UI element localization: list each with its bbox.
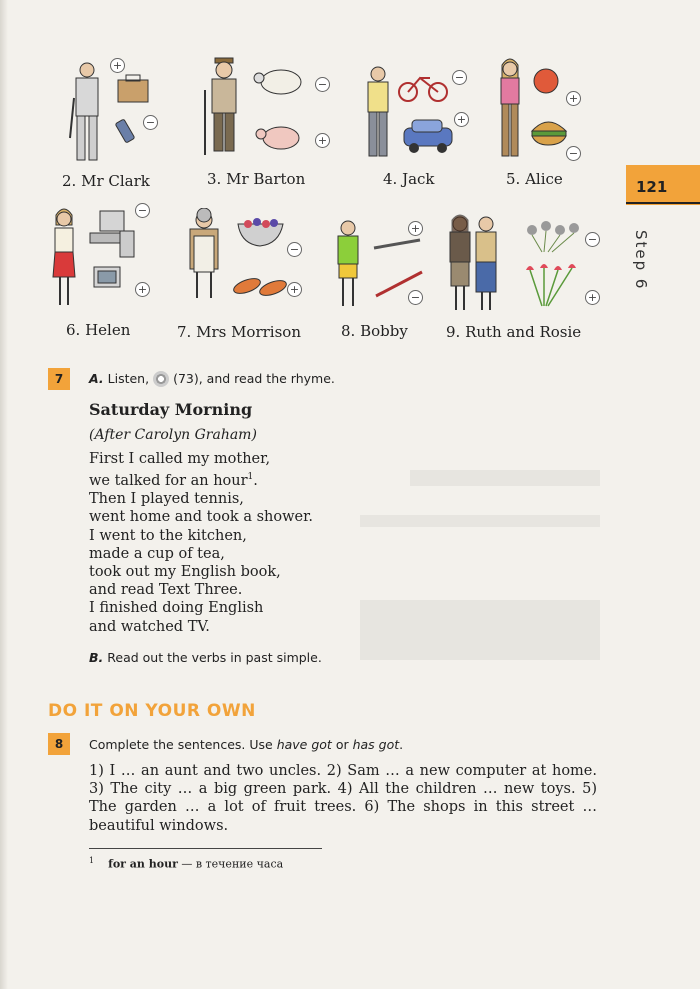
footnote-rule bbox=[89, 848, 322, 849]
poem-line: made a cup of tea, bbox=[89, 545, 225, 562]
caption-bobby: 8. Bobby bbox=[341, 322, 408, 340]
minus-mark: − bbox=[452, 70, 467, 85]
part-a-track: (73), and read the rhyme. bbox=[173, 371, 335, 386]
minus-mark: − bbox=[287, 242, 302, 257]
ruth-and-rosie-illustration bbox=[444, 212, 604, 316]
caption-jack: 4. Jack bbox=[383, 170, 435, 188]
minus-mark: − bbox=[143, 115, 158, 130]
poem-line: took out my English book, bbox=[89, 564, 281, 581]
exercise-8-badge: 8 bbox=[48, 733, 70, 755]
mr-clark-illustration bbox=[62, 58, 162, 168]
part-a-listen: Listen, bbox=[107, 371, 150, 386]
jack-illustration bbox=[358, 62, 463, 164]
part-b-prefix: B. bbox=[89, 650, 104, 665]
instruction-or: or bbox=[331, 737, 353, 752]
footnote-translation: — в течение часа bbox=[181, 857, 284, 871]
caption-mr-barton: 3. Mr Barton bbox=[207, 170, 306, 188]
minus-mark: − bbox=[408, 290, 423, 305]
footnote-number: 1 bbox=[89, 856, 95, 865]
plus-mark: + bbox=[287, 282, 302, 297]
exercise-7-instruction-b bbox=[89, 650, 322, 665]
plus-mark: + bbox=[566, 91, 581, 106]
poem-line-text: we talked for an hour bbox=[89, 473, 248, 490]
plus-mark: + bbox=[408, 221, 423, 236]
page-number: 121 bbox=[636, 178, 668, 196]
poem-title: Saturday Morning bbox=[89, 400, 253, 419]
option-have-got: have got bbox=[276, 737, 332, 752]
minus-mark: − bbox=[585, 232, 600, 247]
show-through-text bbox=[360, 600, 600, 660]
exercise-8-instruction bbox=[89, 737, 403, 752]
poem-line: I went to the kitchen, bbox=[89, 527, 247, 544]
caption-mr-clark: 2. Mr Clark bbox=[62, 172, 150, 190]
show-through-text bbox=[360, 515, 600, 527]
minus-mark: − bbox=[315, 77, 330, 92]
footnote-marker: 1 bbox=[247, 472, 254, 483]
exercise-7-instruction-a bbox=[89, 371, 335, 387]
section-heading: DO IT ON YOUR OWN bbox=[48, 701, 256, 721]
poem-line: Then I played tennis, bbox=[89, 491, 244, 508]
part-a-prefix: A. bbox=[89, 371, 104, 386]
page-spine-shadow bbox=[0, 0, 8, 989]
footnote-phrase: for an hour bbox=[108, 857, 178, 871]
poem-subtitle: (After Carolyn Graham) bbox=[89, 427, 257, 443]
plus-mark: + bbox=[110, 58, 125, 73]
show-through-text bbox=[410, 470, 600, 486]
poem-line: I finished doing English bbox=[89, 600, 264, 617]
caption-mrs-morrison: 7. Mrs Morrison bbox=[177, 323, 301, 341]
step-label: Step 6 bbox=[632, 230, 650, 291]
poem bbox=[89, 450, 313, 636]
exercise-8-sentences: 1) I … an aunt and two uncles. 2) Sam … a new computer at home. 3) The city … a big green park. 4) All the children … new toys. 5) The garden … a lot of fruit trees. 6) The shops in this street … beautiful windows. bbox=[89, 763, 597, 834]
caption-helen: 6. Helen bbox=[66, 321, 131, 339]
poem-line: First I called my mother, bbox=[89, 451, 271, 467]
mr-barton-illustration bbox=[195, 50, 315, 162]
instruction-end: . bbox=[399, 737, 404, 752]
plus-mark: + bbox=[135, 282, 150, 297]
poem-line bbox=[89, 468, 313, 490]
option-has-got: has got bbox=[352, 737, 400, 752]
audio-disc-icon[interactable] bbox=[153, 371, 169, 387]
poem-line: and read Text Three. bbox=[89, 582, 243, 599]
tab-rule bbox=[626, 202, 700, 204]
poem-line-period: . bbox=[253, 473, 258, 490]
caption-alice: 5. Alice bbox=[506, 170, 563, 188]
plus-mark: + bbox=[585, 290, 600, 305]
part-b-text: Read out the verbs in past simple. bbox=[107, 650, 322, 665]
poem-line: went home and took a shower. bbox=[89, 509, 314, 526]
exercise-7-badge: 7 bbox=[48, 368, 70, 390]
plus-mark: + bbox=[454, 112, 469, 127]
footnote bbox=[89, 856, 283, 871]
poem-line: and watched TV. bbox=[89, 618, 210, 635]
caption-ruth-and-rosie: 9. Ruth and Rosie bbox=[446, 323, 582, 341]
minus-mark: − bbox=[566, 146, 581, 161]
minus-mark: − bbox=[135, 203, 150, 218]
instruction-prefix: Complete the sentences. Use bbox=[89, 737, 277, 752]
plus-mark: + bbox=[315, 133, 330, 148]
mrs-morrison-illustration bbox=[183, 208, 303, 316]
helen-illustration bbox=[50, 205, 145, 313]
